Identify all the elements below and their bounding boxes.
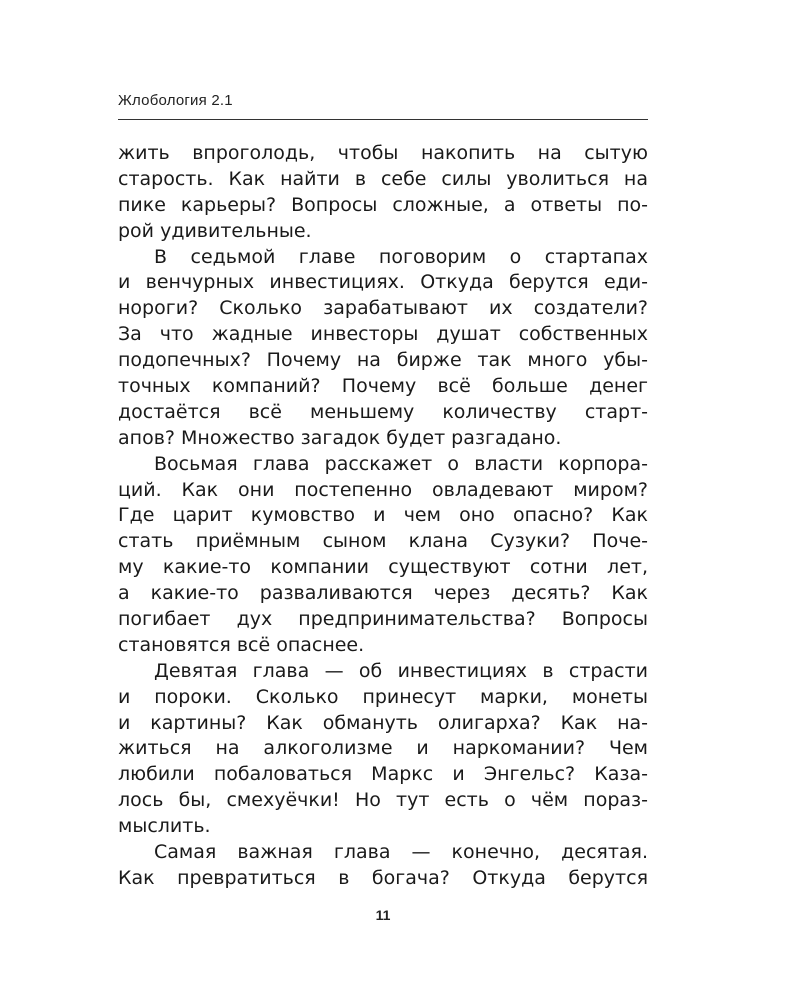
text-line: житься на алкоголизме и наркомании? Чем [118, 737, 648, 760]
text-line: За что жадные инвесторы душат собственных [118, 323, 648, 346]
page-number: 11 [375, 907, 391, 923]
text-line: ций. Как они постепенно овладевают миром? [118, 478, 648, 501]
text-line: и картины? Как обмануть олигарха? Как на- [118, 711, 648, 734]
text-line: В седьмой главе поговорим о стартапах [154, 245, 648, 268]
text-line: старость. Как найти в себе силы уволиться на [118, 167, 648, 190]
text-line: погибает дух предпринимательства? Вопросы [118, 608, 648, 631]
text-line: Где царит кумовство и чем оно опасно? Как [118, 504, 648, 527]
text-line: становятся всё опаснее. [118, 633, 365, 656]
header-rule [118, 119, 648, 120]
text-line: лось бы, смехуёчки! Но тут есть о чём пораз- [118, 789, 648, 812]
text-line: любили побаловаться Маркс и Энгельс? Каза- [118, 763, 648, 786]
text-line: мыслить. [118, 815, 211, 838]
running-title: Жлобология 2.1 [118, 92, 233, 109]
text-line: Как превратиться в богача? Откуда берутся [118, 866, 648, 889]
text-line: стать приёмным сыном клана Сузуки? Поче- [118, 530, 648, 553]
text-line: и венчурных инвестициях. Откуда берутся еди- [118, 271, 648, 294]
text-line: достаётся всё меньшему количеству старт- [118, 400, 648, 423]
text-line: му какие-то компании существуют сотни лет, [118, 556, 648, 579]
text-line: подопечных? Почему на бирже так много убы- [118, 349, 648, 372]
text-line: точных компаний? Почему всё больше денег [118, 375, 648, 398]
text-line: пике карьеры? Вопросы сложные, а ответы по- [118, 193, 648, 216]
text-line: Самая важная глава — конечно, десятая. [154, 841, 648, 864]
text-line: нороги? Сколько зарабатывают их создатели? [118, 297, 648, 320]
text-line: а какие-то разваливаются через десять? Как [118, 582, 648, 605]
text-line: и пороки. Сколько принесут марки, монеты [118, 685, 648, 708]
text-line: жить впроголодь, чтобы накопить на сытую [118, 142, 648, 164]
text-line: апов? Множество загадок будет разгадано. [118, 426, 562, 449]
text-line: Девятая глава — об инвестициях в страсти [154, 659, 648, 682]
text-line: Восьмая глава расскажет о власти корпора- [154, 452, 648, 475]
body-text [118, 141, 648, 892]
text-line: рой удивительные. [118, 219, 312, 242]
